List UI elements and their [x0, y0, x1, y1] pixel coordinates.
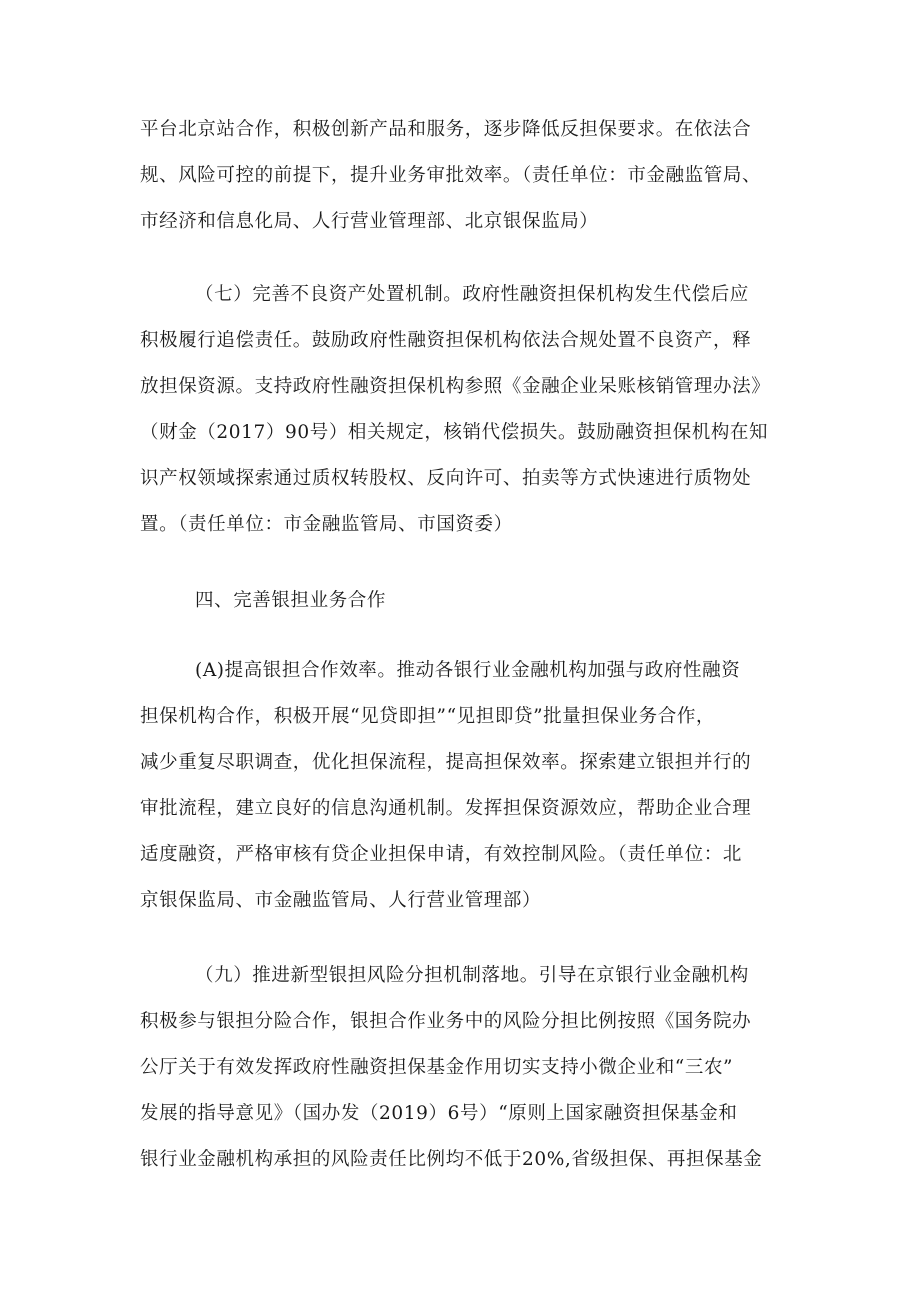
text-line: 担保机构合作，积极开展“见贷即担”“见担即贷”批量担保业务合作，: [140, 706, 716, 727]
text-line: 平台北京站合作，积极创新产品和服务，逐步降低反担保要求。在依法合: [140, 119, 752, 140]
text-line: 识产权领域探索通过质权转股权、反向许可、拍卖等方式快速进行质物处: [140, 468, 752, 489]
text-line: 京银保监局、市金融监管局、人行营业管理部）: [140, 890, 542, 911]
text-line: 置。（责任单位：市金融监管局、市国资委）: [140, 514, 513, 535]
section-heading-4-bank-guarantee-cooperation: [140, 578, 790, 624]
text-line: 审批流程，建立良好的信息沟通机制。发挥担保资源效应，帮助企业合理: [140, 798, 752, 819]
text-line: 规、风险可控的前提下，提升业务审批效率。（责任单位：市金融监管局、: [140, 165, 762, 186]
paragraph-guarantee-platform-continued: [140, 107, 790, 245]
paragraph-item-7-bad-asset-disposal: [140, 272, 790, 548]
text-line: 积极参与银担分险合作，银担合作业务中的风险分担比例按照《国务院办: [140, 1011, 752, 1032]
section-heading: 四、完善银担业务合作: [195, 590, 387, 611]
text-line: （九）推进新型银担风险分担机制落地。引导在京银行业金融机构: [195, 965, 749, 986]
text-line: 适度融资，严格审核有贷企业担保申请，有效控制风险。（责任单位：北: [140, 844, 742, 865]
paragraph-item-9-risk-sharing: [140, 953, 790, 1183]
text-line: 市经济和信息化局、人行营业管理部、北京银保监局）: [140, 211, 599, 232]
text-line: 银行业金融机构承担的风险责任比例均不低于20%,省级担保、再担保基金: [140, 1149, 763, 1170]
text-line: 减少重复尽职调查，优化担保流程，提高担保效率。探索建立银担并行的: [140, 752, 752, 773]
text-line: 积极履行追偿责任。鼓励政府性融资担保机构依法合规处置不良资产，释: [140, 330, 752, 351]
text-line: (A)提高银担合作效率。推动各银行业金融机构加强与政府性融资: [195, 660, 741, 681]
text-line: 公厅关于有效发挥政府性融资担保基金作用切实支持小微企业和“三农”: [140, 1057, 734, 1078]
text-line: （七）完善不良资产处置机制。政府性融资担保机构发生代偿后应: [195, 284, 749, 305]
text-line: 发展的指导意见》（国办发（2019）6号）“原则上国家融资担保基金和: [140, 1103, 738, 1124]
text-line: 放担保资源。支持政府性融资担保机构参照《金融企业呆账核销管理办法》: [140, 376, 771, 397]
text-line: （财金（2017）90号）相关规定，核销代偿损失。鼓励融资担保机构在知: [140, 422, 769, 443]
paragraph-item-8-cooperation-efficiency: [140, 648, 790, 924]
